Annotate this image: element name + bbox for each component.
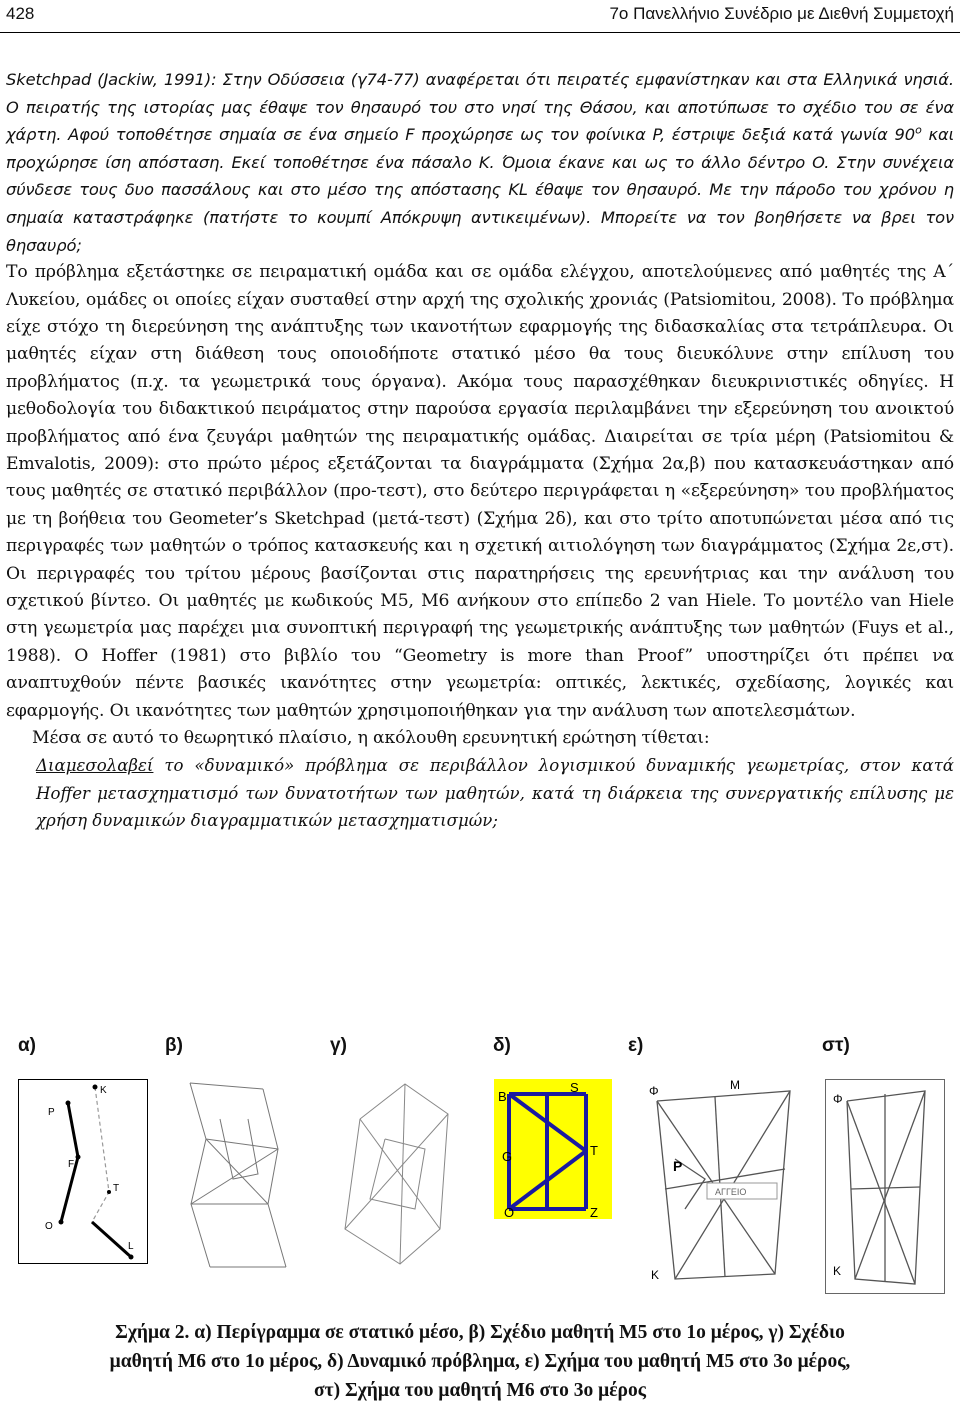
caption-line-2: μαθητή M6 στο 1ο μέρος, δ) Δυναμικό πρόβλημα, ε) Σχήμα του μαθητή M5 στο 3ο μέρος, (109, 1351, 851, 1372)
degree-superscript: ο (915, 123, 922, 137)
panel-f-sketch (825, 1079, 945, 1294)
label-point-s: S (570, 1080, 579, 1095)
label-e: ε) (628, 1035, 644, 1056)
point-l (129, 1255, 134, 1260)
label-point-k: K (651, 1268, 660, 1282)
page-header (0, 0, 960, 33)
research-question (6, 752, 954, 834)
label-point-k: K (100, 1085, 107, 1096)
point-k (93, 1085, 98, 1090)
panel-d-dynamic (494, 1079, 612, 1219)
panel-e-word: ΑΓΓΕΙΟ (715, 1187, 747, 1197)
label-point-t: T (590, 1143, 598, 1158)
label-point-f: F (68, 1159, 75, 1170)
label-point-p: P (673, 1158, 683, 1174)
label-phi: Φ (649, 1084, 659, 1098)
point-f (76, 1155, 81, 1160)
main-paragraph: Το πρόβλημα εξετάστηκε σε πειραματική ομάδα και σε ομάδα ελέγχου, αποτελούμενες από μαθητές της Α΄ Λυκείου, ομάδες οι οποίες είχαν συσταθεί στην αρχή της σχολικής χρονιάς (Patsiomitou, 2008). Το πρόβλημα είχε στόχο τη διερεύνηση της ανάπτυξης των ικανοτήτων εφαρμογής της διδασκαλίας στα τετράπλευρα. Οι μαθητές είχαν στη διάθεση τους οποιοδήποτε στατικό μέσο θα τους διευκόλυνε στην επίλυση του προβλήματος (π.χ. τα γεωμετρικά τους όργανα). Ακόμα τους παρασχέθηκαν διευκρινιστικές οδηγίες. Η μεθοδολογία του διδακτικού πειράματος στην παρούσα εργασία περιλαμβάνει την εξερεύνηση του ανοικτού προβλήματος από ένα ζευγάρι μαθητών της πειραματικής ομάδας. Διαιρείται σε τρία μέρη (Patsiomitou & Emvalotis, 2009): στο πρώτο μέρος εξετάζονται τα διαγράμματα (Σχήμα 2α,β) που κατασκευάστηκαν από τους μαθητές σε στατικό περιβάλλον (προ-τεστ), στο δεύτερο περιγράφεται η «εξερεύνηση» του προβλήματος με τη βοήθεια του Geometer’s Sketchpad (μετά-τεστ) (Σχήμα 2δ), και στο τρίτο αποτυπώνεται μέσα από τις περιγραφές των μαθητών ο τρόπος κατασκευής και η σχετική αιτιολόγηση των διαγράμματος (Σχήμα 2ε,στ). Οι περιγραφές του τρίτου μέρους βασίζονται στις παρατηρήσεις της ερευνήτριας και την ανάλυση του σχετικού βίντεο. Οι μαθητές με κωδικούς M5, M6 ανήκουν στο επίπεδο 2 van Hiele. Το μοντέλο van Hiele στη γεωμετρία μας παρέχει μια συνοπτική περιγραφή της γεωμετρικής ανάπτυξης των μαθητών (Fuys et al., 1988). O Hoffer (1981) στο βιβλίο του “Geometry is more than Proof” υποστηρίζει ότι πρέπει να αναπτυχθούν πέντε βασικές ικανότητες στην γεωμετρία: οπτικές, λεκτικές, σχεδίασης, λογικές και εφαρμογής. Οι ικανότητες των μαθητών χρησιμοποιήθηκαν για την ανάλυση των αποτελεσμάτων. (6, 262, 954, 721)
intro-part1: Sketchpad (Jackiw, 1991): Στην Οδύσσεια (γ74-77) αναφέρεται ότι πειρατές εμφανίστηκαν και στα Ελληνικά νησιά. Ο πειρατής της ιστορίας μας έθαψε τον θησαυρό του στο νησί της Θάσου, και αποτύπωσε το σχέδιο του σε ένα χάρτη. Αφού τοποθέτησε σημαία σε ένα σημείο F προχώρησε ως τον φοίνικα P, έστριψε δεξιά κατά γωνία 90 (6, 70, 954, 145)
label-d: δ) (493, 1035, 511, 1056)
point-p (66, 1101, 71, 1106)
label-point-k: K (833, 1264, 842, 1278)
label-c: γ) (330, 1035, 347, 1056)
body-text (6, 66, 954, 835)
intro-part2: και προχώρησε ίση απόσταση. Εκεί τοποθέτησε ένα πάσαλο K. Όμοια έκανε και ως το άλλο δέντρο O. Στην συνέχεια σύνδεσε τους δυο πασσάλους και στο μέσο της απόστασης KL έθαψε τον θησαυρό. Με την πάροδο του χρόνου η σημαία καταστράφηκε (πατήστε το κουμπί Απόκρυψη αντικειμένων). Μπορείτε να τον βοηθήσετε να βρει τον θησαυρό; (6, 125, 954, 255)
research-question-underlined: Διαμεσολαβεί (36, 756, 154, 776)
conference-title: 7ο Πανελλήνιο Συνέδριο με Διεθνή Συμμετοχή (609, 4, 954, 23)
panel-b-lines (190, 1083, 286, 1267)
label-a: α) (18, 1035, 37, 1056)
label-point-o: O (504, 1205, 515, 1219)
caption-line-3: στ) Σχήμα του μαθητή M6 στο 3ο μέρος (314, 1380, 646, 1401)
label-point-t: T (113, 1183, 120, 1194)
label-point-m: M (730, 1079, 740, 1092)
label-point-g: G (502, 1149, 513, 1164)
framework-paragraph: Μέσα σε αυτό το θεωρητικό πλαίσιο, η ακόλουθη ερευνητική ερώτηση τίθεται: (32, 728, 710, 749)
label-point-o: O (45, 1221, 53, 1232)
panel-c-lines (345, 1084, 448, 1264)
label-phi: Φ (833, 1092, 843, 1106)
label-point-b: B (498, 1089, 507, 1104)
label-point-l: L (128, 1241, 134, 1252)
label-f: στ) (822, 1035, 850, 1056)
point-o (59, 1220, 64, 1225)
point-t (107, 1190, 111, 1194)
panel-b-sketch (158, 1079, 308, 1274)
caption-line-1: Σχήμα 2. α) Περίγραμμα σε στατικό μέσο, β) Σχέδιο μαθητή M5 στο 1ο μέρος, γ) Σχέδιο (115, 1322, 845, 1343)
figure-2 (0, 1035, 960, 1300)
panel-e-sketch (645, 1079, 795, 1289)
page-number: 428 (6, 4, 35, 23)
research-question-rest: το «δυναμικό» πρόβλημα σε περιβάλλον λογισμικού δυναμικής γεωμετρίας, στον κατά Hoffer μετασχηματισμό των δυνατοτήτων των μαθητών, κατά τη διάρκεια της συνεργατικής επίλυσης με χρήση δυναμικών διαγραμματικών μετασχηματισμών; (36, 756, 954, 831)
panel-c-sketch (330, 1079, 460, 1274)
label-point-z: Z (590, 1205, 598, 1219)
panel-a-diagram (18, 1079, 148, 1264)
intro-paragraph (6, 66, 954, 259)
label-b: β) (165, 1035, 183, 1056)
panel-a-frame (19, 1080, 148, 1264)
figure-caption (0, 1318, 960, 1405)
label-point-p: P (48, 1107, 55, 1118)
